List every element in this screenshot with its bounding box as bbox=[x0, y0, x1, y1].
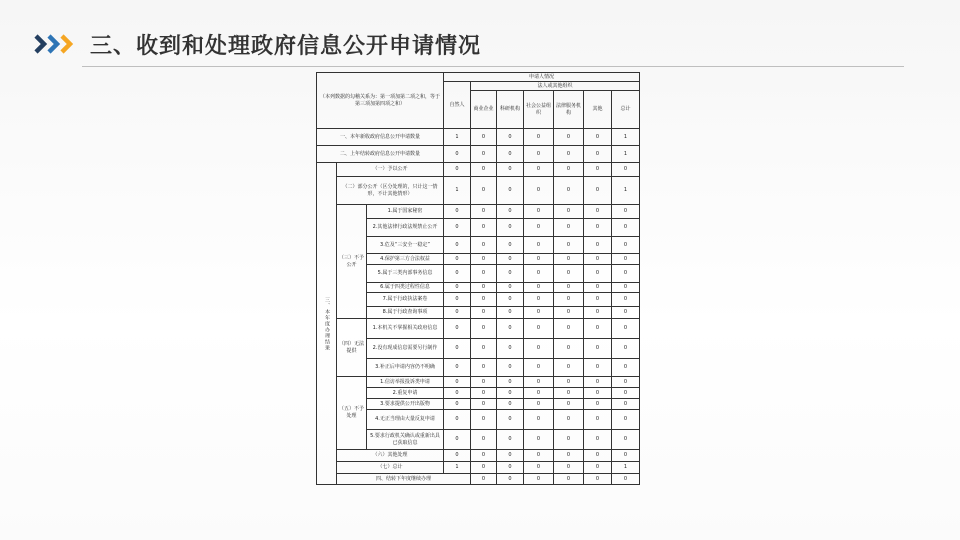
header-commercial: 商业企业 bbox=[471, 91, 497, 129]
header-natural-person: 自然人 bbox=[444, 82, 471, 129]
table-cell-value: 0 bbox=[471, 129, 497, 146]
table-cell-value: 0 bbox=[524, 129, 554, 146]
table-cell-value: 0 bbox=[554, 146, 584, 163]
table-cell-value: 0 bbox=[524, 410, 554, 430]
table-cell-value: 0 bbox=[524, 474, 554, 485]
table-cell-value: 0 bbox=[471, 377, 497, 388]
table-cell-value: 0 bbox=[554, 399, 584, 410]
header-total: 总计 bbox=[612, 91, 640, 129]
table-cell-value: 0 bbox=[584, 307, 612, 319]
row-label: （二）部分公开（区分处理的，只计这一情形，不计其他情形） bbox=[337, 177, 444, 205]
header-legal-service: 法律服务机构 bbox=[554, 91, 584, 129]
table-cell-value: 0 bbox=[584, 377, 612, 388]
table-cell-value: 0 bbox=[471, 254, 497, 265]
table-cell-value: 0 bbox=[524, 450, 554, 462]
table-cell-value: 0 bbox=[524, 293, 554, 307]
row-label: 四、结转下年度继续办理 bbox=[337, 474, 471, 485]
disclosure-table bbox=[316, 72, 640, 485]
table-cell-value: 0 bbox=[554, 254, 584, 265]
table-cell-value: 0 bbox=[444, 410, 471, 430]
table-cell-value: 0 bbox=[471, 388, 497, 399]
table-cell-value: 0 bbox=[612, 293, 640, 307]
table-cell-value: 0 bbox=[612, 163, 640, 177]
report-table-image bbox=[316, 72, 639, 527]
table-cell-value: 0 bbox=[497, 359, 524, 377]
group-4-label: （四）无法提供 bbox=[337, 319, 367, 377]
table-cell-value: 0 bbox=[584, 410, 612, 430]
table-row: 4.无正当理由大量反复申请 0 0 0 0 0 0 0 bbox=[317, 410, 640, 430]
table-cell-value: 0 bbox=[444, 254, 471, 265]
table-row: （三）不予公开 1.属于国家秘密 0 0 0 0 0 0 0 bbox=[317, 205, 640, 219]
table-cell-value: 0 bbox=[444, 377, 471, 388]
table-cell-value: 0 bbox=[471, 319, 497, 339]
table-cell-value: 0 bbox=[497, 265, 524, 283]
table-cell-value: 0 bbox=[524, 219, 554, 237]
table-cell-value: 0 bbox=[444, 219, 471, 237]
table-cell-value: 0 bbox=[612, 377, 640, 388]
table-cell-value: 0 bbox=[471, 462, 497, 474]
table-cell-value: 0 bbox=[444, 319, 471, 339]
header-legal-entity: 法人或其他组织 bbox=[471, 82, 640, 91]
table-cell-value: 0 bbox=[471, 293, 497, 307]
table-cell-value: 0 bbox=[554, 359, 584, 377]
table-cell-value: 0 bbox=[444, 339, 471, 359]
table-cell-value: 0 bbox=[584, 430, 612, 450]
slide-header bbox=[32, 26, 481, 62]
table-cell-value: 0 bbox=[612, 359, 640, 377]
header-public-welfare: 社会公益组织 bbox=[524, 91, 554, 129]
table-cell-value: 1 bbox=[612, 177, 640, 205]
table-cell-value: 0 bbox=[554, 163, 584, 177]
table-cell-value: 1 bbox=[444, 462, 471, 474]
table-cell-value: 0 bbox=[554, 265, 584, 283]
table-cell-value: 0 bbox=[524, 163, 554, 177]
table-cell-value: 0 bbox=[497, 177, 524, 205]
table-cell-value: 0 bbox=[584, 129, 612, 146]
table-row: 2.其他法律行政法规禁止公开 0 0 0 0 0 0 0 bbox=[317, 219, 640, 237]
table-cell-value: 0 bbox=[444, 205, 471, 219]
table-cell-value: 0 bbox=[584, 293, 612, 307]
table-cell-value: 0 bbox=[584, 177, 612, 205]
table-row: （四）无法提供 1.本机关不掌握相关政府信息 0 0 0 0 0 0 0 bbox=[317, 319, 640, 339]
row-label: （一）予以公开 bbox=[337, 163, 444, 177]
table-cell-value: 0 bbox=[584, 163, 612, 177]
table-cell-value: 0 bbox=[444, 237, 471, 254]
table-row bbox=[317, 163, 640, 177]
table-row: 8.属于行政查询事项 0 0 0 0 0 0 0 bbox=[317, 307, 640, 319]
table-cell-value: 0 bbox=[497, 237, 524, 254]
table-cell-value: 1 bbox=[612, 129, 640, 146]
table-cell-value: 0 bbox=[524, 146, 554, 163]
table-row bbox=[317, 177, 640, 205]
table-row: 3.补正后申请内容仍不明确 0 0 0 0 0 0 0 bbox=[317, 359, 640, 377]
table-cell-value: 0 bbox=[497, 462, 524, 474]
table-cell-value: 0 bbox=[612, 283, 640, 293]
table-cell-value: 0 bbox=[554, 293, 584, 307]
table-cell-value: 0 bbox=[554, 430, 584, 450]
table-cell-value: 0 bbox=[524, 359, 554, 377]
table-cell-value: 0 bbox=[554, 474, 584, 485]
header-other: 其他 bbox=[584, 91, 612, 129]
table-cell-value: 0 bbox=[584, 319, 612, 339]
table-cell-value: 0 bbox=[612, 430, 640, 450]
table-cell-value: 0 bbox=[524, 307, 554, 319]
table-row bbox=[317, 462, 640, 474]
table-cell-value: 0 bbox=[524, 254, 554, 265]
table-cell-value: 0 bbox=[471, 399, 497, 410]
table-cell-value: 0 bbox=[524, 177, 554, 205]
table-cell-value: 0 bbox=[497, 293, 524, 307]
table-cell-value: 0 bbox=[524, 399, 554, 410]
table-cell-value: 0 bbox=[524, 462, 554, 474]
corner-note: （本列数据的勾稽关系为：第一项加第二项之和，等于第三项加第四项之和） bbox=[317, 73, 444, 129]
table-cell-value: 0 bbox=[524, 430, 554, 450]
table-cell-value: 0 bbox=[471, 410, 497, 430]
table-cell-value: 0 bbox=[497, 339, 524, 359]
table-cell-value: 0 bbox=[554, 205, 584, 219]
table-cell-value: 0 bbox=[612, 410, 640, 430]
table-cell-value: 0 bbox=[554, 283, 584, 293]
table-cell-value: 0 bbox=[584, 265, 612, 283]
table-cell-value: 0 bbox=[584, 219, 612, 237]
table-cell-value: 0 bbox=[497, 399, 524, 410]
table-cell-value: 0 bbox=[444, 388, 471, 399]
table-row: 5.要求行政机关确认或重新出具已获取信息 0 0 0 0 0 0 0 bbox=[317, 430, 640, 450]
table-row: （五）不予处理 1.信访举报投诉类申请 0 0 0 0 0 0 0 bbox=[317, 377, 640, 388]
table-cell-value: 0 bbox=[497, 388, 524, 399]
table-cell-value: 0 bbox=[612, 450, 640, 462]
table-cell-value: 1 bbox=[612, 146, 640, 163]
table-cell-value: 1 bbox=[612, 462, 640, 474]
table-cell-value: 1 bbox=[444, 129, 471, 146]
table-cell-value: 0 bbox=[471, 450, 497, 462]
table-cell-value: 0 bbox=[471, 474, 497, 485]
table-cell-value: 0 bbox=[584, 450, 612, 462]
table-cell-value: 0 bbox=[471, 359, 497, 377]
table-cell-value: 0 bbox=[584, 237, 612, 254]
table-cell-value: 0 bbox=[497, 430, 524, 450]
table-row: 7.属于行政执法案卷 0 0 0 0 0 0 0 bbox=[317, 293, 640, 307]
header-research: 科研机构 bbox=[497, 91, 524, 129]
table-cell-value: 0 bbox=[497, 307, 524, 319]
table-cell-value: 0 bbox=[497, 146, 524, 163]
table-cell-value: 0 bbox=[471, 219, 497, 237]
table-cell-value: 0 bbox=[497, 205, 524, 219]
header-applicant: 申请人情况 bbox=[444, 73, 640, 82]
group-5-label: （五）不予处理 bbox=[337, 377, 367, 450]
table-cell-value: 0 bbox=[471, 177, 497, 205]
table-cell-value: 0 bbox=[554, 410, 584, 430]
table-cell-value: 0 bbox=[612, 205, 640, 219]
table-cell-value: 0 bbox=[524, 237, 554, 254]
table-row bbox=[317, 474, 640, 485]
table-cell-value: 0 bbox=[612, 265, 640, 283]
table-cell-value: 0 bbox=[497, 219, 524, 237]
table-row: 3.危及“三安全一稳定” 0 0 0 0 0 0 0 bbox=[317, 237, 640, 254]
table-cell-value: 0 bbox=[497, 163, 524, 177]
row-label: 一、本年新收政府信息公开申请数量 bbox=[317, 129, 444, 146]
table-cell-value: 0 bbox=[497, 283, 524, 293]
table-row: 6.属于四类过程性信息 0 0 0 0 0 0 0 bbox=[317, 283, 640, 293]
row-label: 二、上年结转政府信息公开申请数量 bbox=[317, 146, 444, 163]
table-cell-value: 0 bbox=[471, 163, 497, 177]
table-cell-value: 0 bbox=[497, 474, 524, 485]
table-cell-value: 0 bbox=[554, 319, 584, 339]
table-cell-value: 0 bbox=[444, 293, 471, 307]
table-cell-value: 0 bbox=[554, 339, 584, 359]
table-cell-value: 0 bbox=[444, 163, 471, 177]
table-cell-value: 0 bbox=[612, 237, 640, 254]
table-cell-value: 0 bbox=[497, 410, 524, 430]
table-cell-value: 0 bbox=[471, 205, 497, 219]
table-cell-value: 0 bbox=[584, 462, 612, 474]
table-cell-value: 0 bbox=[524, 339, 554, 359]
table-cell-value: 0 bbox=[497, 129, 524, 146]
table-cell-value: 0 bbox=[471, 237, 497, 254]
table-cell-value: 0 bbox=[444, 146, 471, 163]
table-cell-value: 0 bbox=[612, 319, 640, 339]
group-3-label: （三）不予公开 bbox=[337, 205, 367, 319]
table-cell-value: 0 bbox=[612, 307, 640, 319]
table-cell-value: 0 bbox=[524, 319, 554, 339]
table-row bbox=[317, 146, 640, 163]
row-label: （六）其他处理 bbox=[337, 450, 444, 462]
table-cell-value: 0 bbox=[471, 430, 497, 450]
table-cell-value: 0 bbox=[444, 450, 471, 462]
table-cell-value: 0 bbox=[584, 205, 612, 219]
table-cell-value: 0 bbox=[612, 474, 640, 485]
table-cell-value: 0 bbox=[612, 219, 640, 237]
table-cell-value: 0 bbox=[471, 146, 497, 163]
table-row: 5.属于三类内部事务信息 0 0 0 0 0 0 0 bbox=[317, 265, 640, 283]
table-cell-value: 0 bbox=[444, 359, 471, 377]
table-cell-value: 1 bbox=[444, 177, 471, 205]
table-cell-value: 0 bbox=[524, 377, 554, 388]
table-cell-value: 0 bbox=[612, 388, 640, 399]
triple-chevron-icon bbox=[32, 26, 82, 62]
table-cell-value: 0 bbox=[497, 319, 524, 339]
table-cell-value: 0 bbox=[524, 283, 554, 293]
table-cell-value: 0 bbox=[584, 146, 612, 163]
table-cell-value: 0 bbox=[612, 254, 640, 265]
table-cell-value: 0 bbox=[444, 307, 471, 319]
table-cell-value: 0 bbox=[524, 265, 554, 283]
table-row: 3.要求提供公开出版物 0 0 0 0 0 0 0 bbox=[317, 399, 640, 410]
table-cell-value: 0 bbox=[554, 307, 584, 319]
table-cell-value: 0 bbox=[471, 283, 497, 293]
table-cell-value: 0 bbox=[612, 399, 640, 410]
section-3-label: 三、本年度办理结果 bbox=[317, 163, 337, 485]
table-cell-value: 0 bbox=[444, 265, 471, 283]
page-title: 三、收到和处理政府信息公开申请情况 bbox=[90, 33, 482, 59]
table-cell-value: 0 bbox=[471, 307, 497, 319]
title-divider bbox=[82, 66, 904, 67]
table-cell-value: 0 bbox=[554, 462, 584, 474]
table-cell-value: 0 bbox=[471, 265, 497, 283]
table-cell-value: 0 bbox=[554, 177, 584, 205]
table-cell-value: 0 bbox=[554, 450, 584, 462]
table-cell-value: 0 bbox=[584, 399, 612, 410]
table-cell-value: 0 bbox=[584, 283, 612, 293]
table-cell-value: 0 bbox=[584, 474, 612, 485]
table-cell-value: 0 bbox=[471, 339, 497, 359]
table-cell-value: 0 bbox=[524, 388, 554, 399]
table-cell-value: 0 bbox=[554, 237, 584, 254]
table-cell-value: 0 bbox=[554, 219, 584, 237]
table-cell-value: 0 bbox=[612, 339, 640, 359]
table-cell-value: 0 bbox=[554, 129, 584, 146]
table-cell-value: 0 bbox=[444, 283, 471, 293]
table-row bbox=[317, 129, 640, 146]
row-label: （七）总计 bbox=[337, 462, 444, 474]
table-cell-value: 0 bbox=[554, 388, 584, 399]
table-cell-value: 0 bbox=[584, 339, 612, 359]
table-row: 4.保护第三方合法权益 0 0 0 0 0 0 0 bbox=[317, 254, 640, 265]
table-cell-value: 0 bbox=[584, 254, 612, 265]
table-row: 2.重复申请 0 0 0 0 0 0 0 bbox=[317, 388, 640, 399]
table-cell-value: 0 bbox=[444, 399, 471, 410]
table-cell-value: 0 bbox=[584, 359, 612, 377]
table-cell-value: 0 bbox=[497, 450, 524, 462]
table-cell-value: 0 bbox=[444, 430, 471, 450]
table-row: 2.没有现成信息需要另行制作 0 0 0 0 0 0 0 bbox=[317, 339, 640, 359]
table-cell-value: 0 bbox=[554, 377, 584, 388]
table-cell-value: 0 bbox=[497, 377, 524, 388]
table-row bbox=[317, 450, 640, 462]
table-cell-value: 0 bbox=[524, 205, 554, 219]
table-cell-value: 0 bbox=[497, 254, 524, 265]
table-cell-value: 0 bbox=[584, 388, 612, 399]
